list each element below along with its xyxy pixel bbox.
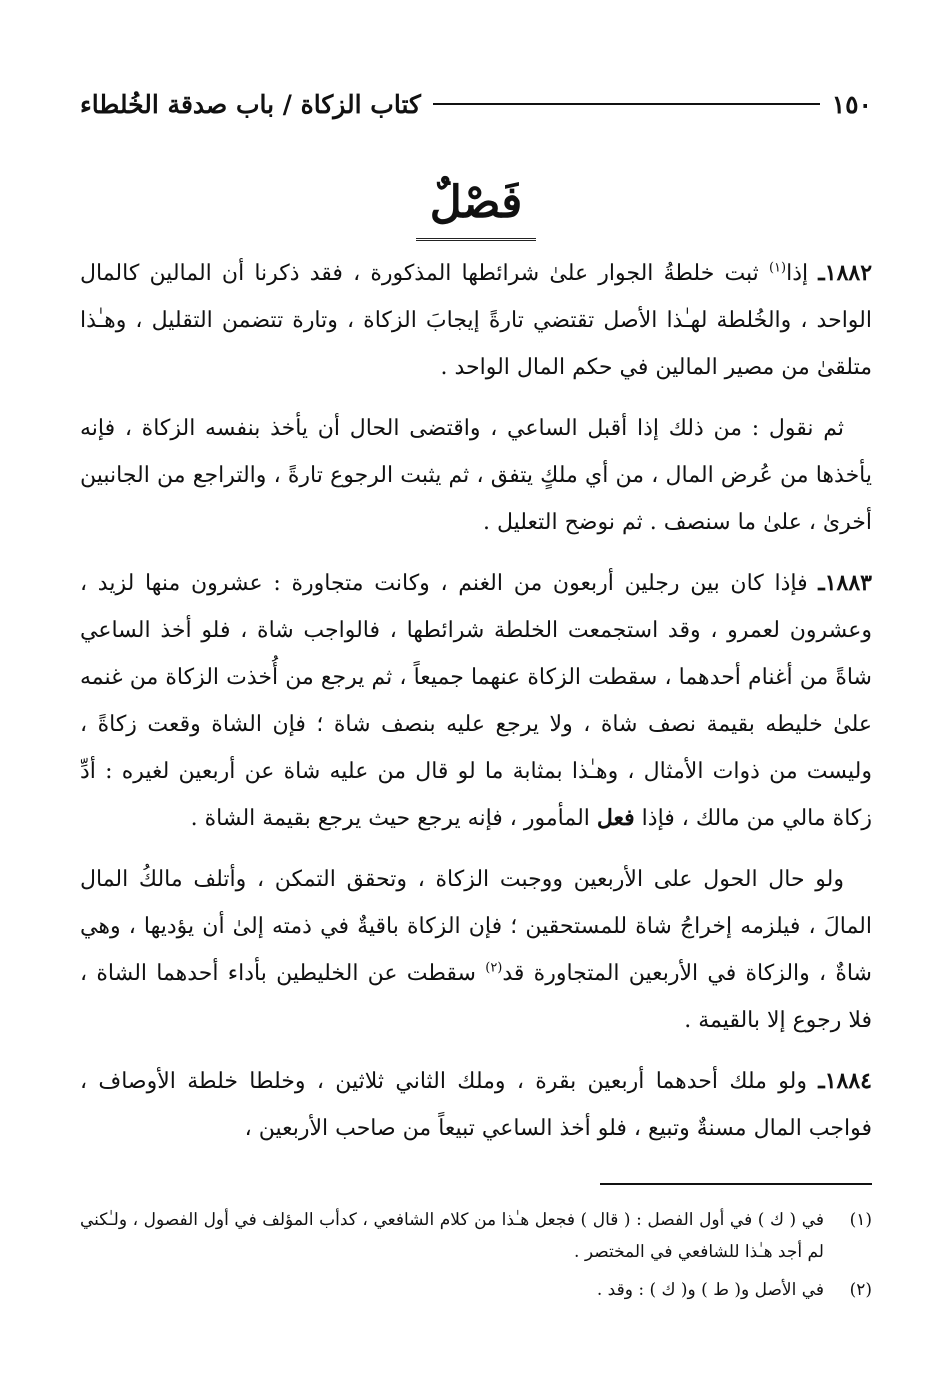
paragraph-text: إذا bbox=[786, 261, 819, 286]
footnote-ref[interactable]: (١) bbox=[768, 260, 787, 276]
footnote-ref[interactable]: (٢) bbox=[485, 960, 503, 976]
paragraph-1884 bbox=[80, 1058, 872, 1152]
footnote-separator bbox=[600, 1183, 872, 1185]
header-rule bbox=[433, 103, 820, 105]
paragraph-text: ولو ملك أحدهما أربعين بقرة ، وملك الثاني ثلاثين ، وخلطا خلطة الأوصاف ، فواجب المال مسنةٌ وتبيع ، فلو أخذ الساعي تبيعاً من صاحب الأربعين ، bbox=[80, 1069, 872, 1141]
footnote-number: (٢) bbox=[849, 1280, 872, 1300]
paragraph-text: ولو حال الحول على الأربعين ووجبت الزكاة ، وتحقق التمكن ، وأتلف مالكُ المال المالَ ، فيلزمه إخراجُ شاة للمستحقين ؛ فإن الزكاة باقيةٌ في ذمته إلىٰ أن يؤديها ، وهي شاةٌ ، والزكاة في الأربعين المتجاورة قد bbox=[80, 867, 872, 986]
paragraph-continuation bbox=[80, 856, 872, 1044]
paragraph-text: المأمور ، فإنه يرجع حيث يرجع بقيمة الشاة . bbox=[190, 806, 597, 831]
running-header bbox=[80, 84, 872, 124]
footnotes bbox=[80, 1204, 872, 1312]
paragraph-text: سقطت عن الخليطين بأداء أحدهما الشاة ، فلا رجوع إلا بالقيمة . bbox=[80, 961, 872, 1033]
emphasized-word: فعل bbox=[596, 805, 635, 831]
paragraph-continuation bbox=[80, 405, 872, 546]
paragraph-1883 bbox=[80, 560, 872, 842]
paragraph-1882 bbox=[80, 250, 872, 391]
footnote-text: في ( ك ) في أول الفصل : ( قال ) فجعل هـٰذا من كلام الشافعي ، كدأب المؤلف في أول الفصول ، ولـٰكني لم أجد هـٰذا للشافعي في المختصر . bbox=[80, 1210, 824, 1262]
footnote-text: في الأصل و( ط ) و( ك ) : وقد . bbox=[596, 1280, 824, 1300]
paragraph-number: ١٨٨٤ـ bbox=[818, 1068, 872, 1094]
paragraph-number: ١٨٨٢ـ bbox=[818, 260, 873, 286]
paragraph-text: ثبت خلطةُ الجوار علىٰ شرائطها المذكورة ، فقد ذكرنا أن المالين كالمال الواحد ، والخُلطة لهـٰذا الأصل تقتضي تارةً إيجابَ الزكاة ، وتارة تتضمن التقليل ، وهـٰذا متلقىٰ من مصير المالين في حكم المال الواحد . bbox=[80, 261, 872, 380]
paragraph-text: فإذا كان بين رجلين أربعون من الغنم ، وكانت متجاورة : عشرون منها لزيد ، وعشرون لعمرو ، وقد استجمعت الخلطة شرائطها ، فالواجب شاة ، فلو أخذ الساعي شاةً من أغنام أحدهما ، سقطت الزكاة عنهما جميعاً ، ثم يرجع من أُخذت الزكاة من غنمه علىٰ خليطه بقيمة نصف شاة ، ولا يرجع عليه بنصف شاة ؛ فإن الشاة وقعت زكاةً ، وليست من ذوات الأمثال ، وهـٰذا بمثابة ما لو قال من عليه شاة عن أربعين لغيره : أدِّ زكاة مالي من مالك ، فإذا bbox=[80, 571, 872, 831]
page-number: ١٥٠ bbox=[831, 89, 872, 119]
footnote-2 bbox=[80, 1274, 872, 1306]
section-heading-text: فَصْلٌ bbox=[416, 168, 537, 241]
footnote-number: (١) bbox=[849, 1210, 872, 1230]
paragraph-number: ١٨٨٣ـ bbox=[818, 570, 872, 596]
footnote-1 bbox=[80, 1204, 872, 1268]
paragraph-text: ثم نقول : من ذلك إذا أقبل الساعي ، واقتضى الحال أن يأخذ بنفسه الزكاة ، فإنه يأخذها من عُرض المال ، من أي ملكٍ يتفق ، ثم يثبت الرجوع تارةً ، والتراجع من الجانبين أخرىٰ ، علىٰ ما سنصف . ثم نوضح التعليل . bbox=[80, 416, 872, 535]
main-text bbox=[80, 250, 872, 1166]
section-heading bbox=[0, 168, 952, 241]
running-title: كتاب الزكاة / باب صدقة الخُلطاء bbox=[80, 89, 421, 119]
